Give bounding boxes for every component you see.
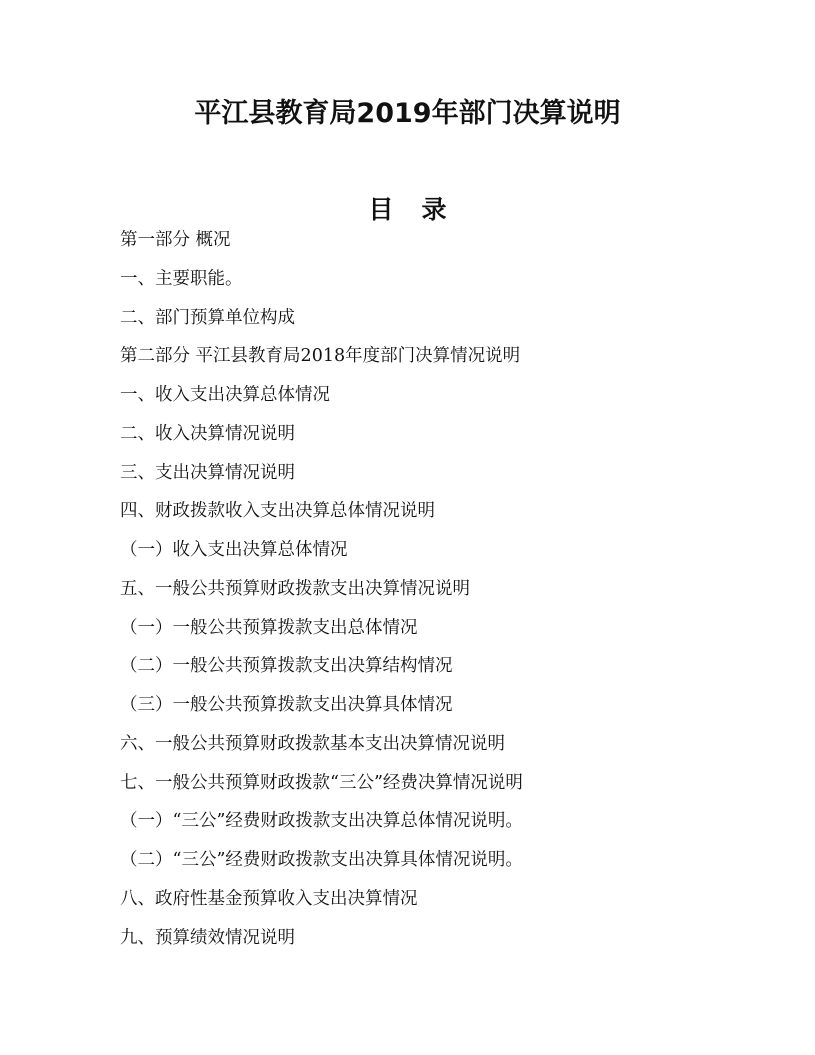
- toc-item: （二）“三公”经费财政拨款支出决算具体情况说明。: [120, 850, 523, 870]
- document-title: 平江县教育局2019年部门决算说明: [194, 98, 621, 129]
- toc-item: 五、一般公共预算财政拨款支出决算情况说明: [120, 578, 470, 599]
- toc-item: 三、支出决算情况说明: [120, 462, 295, 483]
- toc-item: 一、收入支出决算总体情况: [120, 385, 330, 405]
- toc-item: （三）一般公共预算拨款支出决算具体情况: [120, 695, 453, 715]
- toc-item: 四、财政拨款收入支出决算总体情况说明: [120, 501, 435, 522]
- toc-item: （二）一般公共预算拨款支出决算结构情况: [120, 656, 453, 677]
- toc-item: 七、一般公共预算财政拨款“三公”经费决算情况说明: [120, 772, 523, 793]
- toc-item: 八、政府性基金预算收入支出决算情况: [120, 888, 418, 909]
- toc-item: 二、收入决算情况说明: [120, 423, 295, 444]
- toc-list: [120, 221, 760, 957]
- toc-item: 一、主要职能。: [120, 268, 243, 289]
- toc-heading-char-1: 目: [368, 195, 394, 224]
- toc-heading-char-2: 录: [421, 195, 447, 224]
- toc-item: （一）一般公共预算拨款支出总体情况: [120, 617, 418, 638]
- toc-item: 九、预算绩效情况说明: [120, 927, 295, 948]
- toc-item: 第一部分 概况: [120, 230, 231, 250]
- toc-item: 二、部门预算单位构成: [120, 307, 295, 328]
- toc-item: 六、一般公共预算财政拨款基本支出决算情况说明: [120, 733, 505, 754]
- toc-item: 第二部分 平江县教育局2018年度部门决算情况说明: [120, 346, 521, 367]
- toc-item: （一）收入支出决算总体情况: [120, 540, 348, 560]
- toc-item: （一）“三公”经费财政拨款支出决算总体情况说明。: [120, 811, 523, 832]
